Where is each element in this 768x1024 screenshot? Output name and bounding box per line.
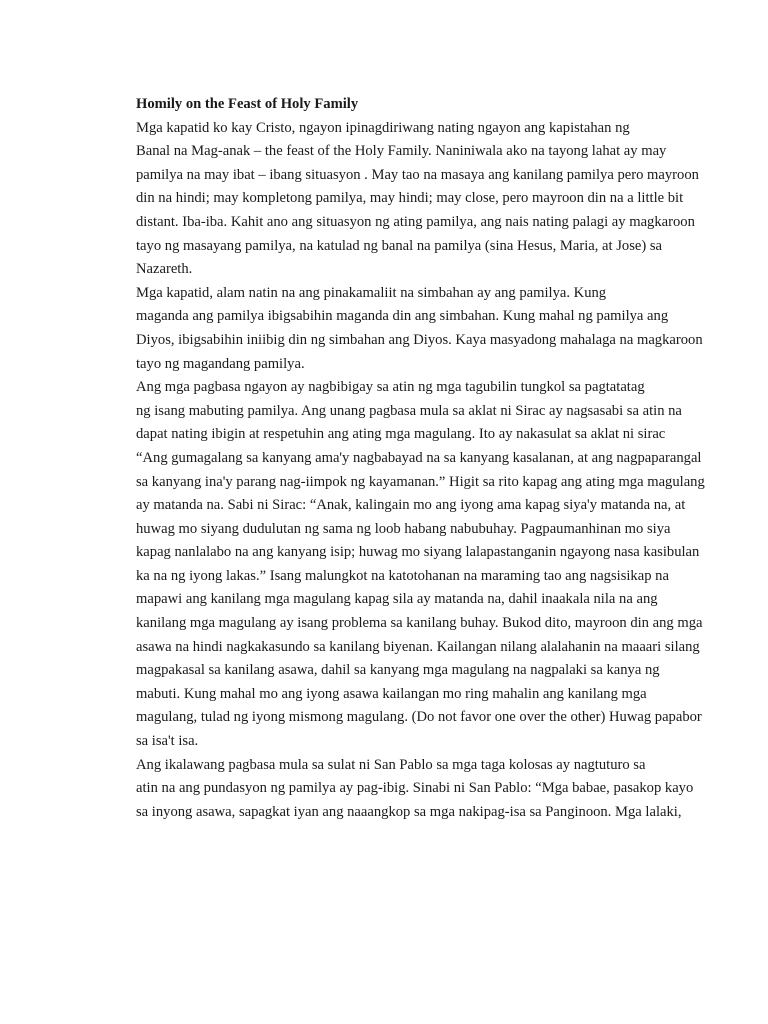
paragraph-line: kanilang mga magulang ay isang problema sa kanilang buhay. Bukod dito, mayroon din ang mga <box>136 615 703 632</box>
paragraph-line: tayo ng masayang pamilya, na katulad ng banal na pamilya (sina Hesus, Maria, at Jose) sa <box>136 237 663 254</box>
paragraph-line: magulang, tulad ng iyong mismong magulang. (Do not favor one over the other) Huwag papabor <box>136 709 702 726</box>
paragraph-line: asawa na hindi nagkakasundo sa kanilang biyenan. Kailangan nilang alalahanin na maaari silang <box>136 638 700 655</box>
paragraph-line: Diyos, ibigsabihin iniibig din ng simbahan ang Diyos. Kaya masyadong mahalaga na magkaroon <box>136 331 703 348</box>
paragraph-line: magpakasal sa kanilang asawa, dahil sa kanyang mga magulang na nagpalaki sa kanya ng <box>136 662 660 679</box>
paragraph-3 <box>88 376 704 754</box>
paragraph-line: tayo ng magandang pamilya. <box>136 355 305 372</box>
paragraph-line: dapat nating ibigin at respetuhin ang ating mga magulang. Ito ay nakasulat sa aklat ni sirac <box>136 426 666 443</box>
paragraph-line: Nazareth. <box>136 261 193 278</box>
paragraph-line: maganda ang pamilya ibigsabihin maganda din ang simbahan. Kung mahal ng pamilya ang <box>136 308 669 325</box>
paragraph-line: Mga kapatid, alam natin na ang pinakamaliit na simbahan ay ang pamilya. Kung <box>136 284 607 301</box>
paragraph-line: “Ang gumagalang sa kanyang ama'y nagbabayad na sa kanyang kasalanan, at ang nagpaparangal <box>136 449 702 466</box>
paragraph-line: ka na ng iyong lakas.” Isang malungkot na katotohanan na maraming tao ang nagsisikap na <box>136 567 669 584</box>
paragraph-1 <box>88 117 704 282</box>
paragraph-line: kapag nanlalabo na ang kanyang isip; huwag mo siyang lalapastanganin ngayong nasa kasibulan <box>136 544 700 561</box>
paragraph-line: ng isang mabuting pamilya. Ang unang pagbasa mula sa aklat ni Sirac ay nagsasabi sa atin na <box>136 402 682 419</box>
paragraph-line: sa kanyang ina'y parang nag-iimpok ng kayamanan.” Higit sa rito kapag ang ating mga magulang <box>136 473 705 490</box>
paragraph-line: atin na ang pundasyon ng pamilya ay pag-ibig. Sinabi ni San Pablo: “Mga babae, pasakop kayo <box>136 780 694 797</box>
paragraph-4 <box>88 754 704 825</box>
paragraph-line: pamilya na may ibat – ibang situasyon . May tao na masaya ang kanilang pamilya pero mayroon <box>136 166 699 183</box>
paragraph-line: huwag mo siyang dudulutan ng sama ng loob habang nabubuhay. Pagpaumanhinan mo siya <box>136 520 671 537</box>
paragraph-2 <box>88 282 704 376</box>
paragraph-line: ay matanda na. Sabi ni Sirac: “Anak, kalingain mo ang iyong ama kapag siya'y matanda na, at <box>136 497 686 514</box>
paragraph-line: mabuti. Kung mahal mo ang iyong asawa kailangan mo ring mahalin ang kanilang mga <box>136 685 647 702</box>
paragraph-line: din na hindi; may kompletong pamilya, may hindi; may close, pero mayroon din na a little bit <box>136 190 684 207</box>
paragraph-line: mapawi ang kanilang mga magulang kapag sila ay matanda na, dahil inaakala nila na ang <box>136 591 658 608</box>
document-body <box>88 93 704 824</box>
paragraph-line: Ang mga pagbasa ngayon ay nagbibigay sa atin ng mga tagubilin tungkol sa pagtatatag <box>136 379 645 396</box>
document-title: Homily on the Feast of Holy Family <box>136 96 359 112</box>
paragraph-line: sa isa't isa. <box>136 733 199 750</box>
paragraph-line: sa inyong asawa, sapagkat iyan ang naaangkop sa mga nakipag-isa sa Panginoon. Mga lalaki, <box>136 803 682 820</box>
paragraph-line: distant. Iba-iba. Kahit ano ang situasyon ng ating pamilya, ang nais nating palagi ay magkaroon <box>136 213 695 230</box>
paragraph-line: Ang ikalawang pagbasa mula sa sulat ni San Pablo sa mga taga kolosas ay nagtuturo sa <box>136 756 646 773</box>
paragraph-line: Banal na Mag-anak – the feast of the Holy Family. Naniniwala ako na tayong lahat ay may <box>136 143 667 160</box>
paragraph-line: Mga kapatid ko kay Cristo, ngayon ipinagdiriwang nating ngayon ang kapistahan ng <box>136 119 630 136</box>
